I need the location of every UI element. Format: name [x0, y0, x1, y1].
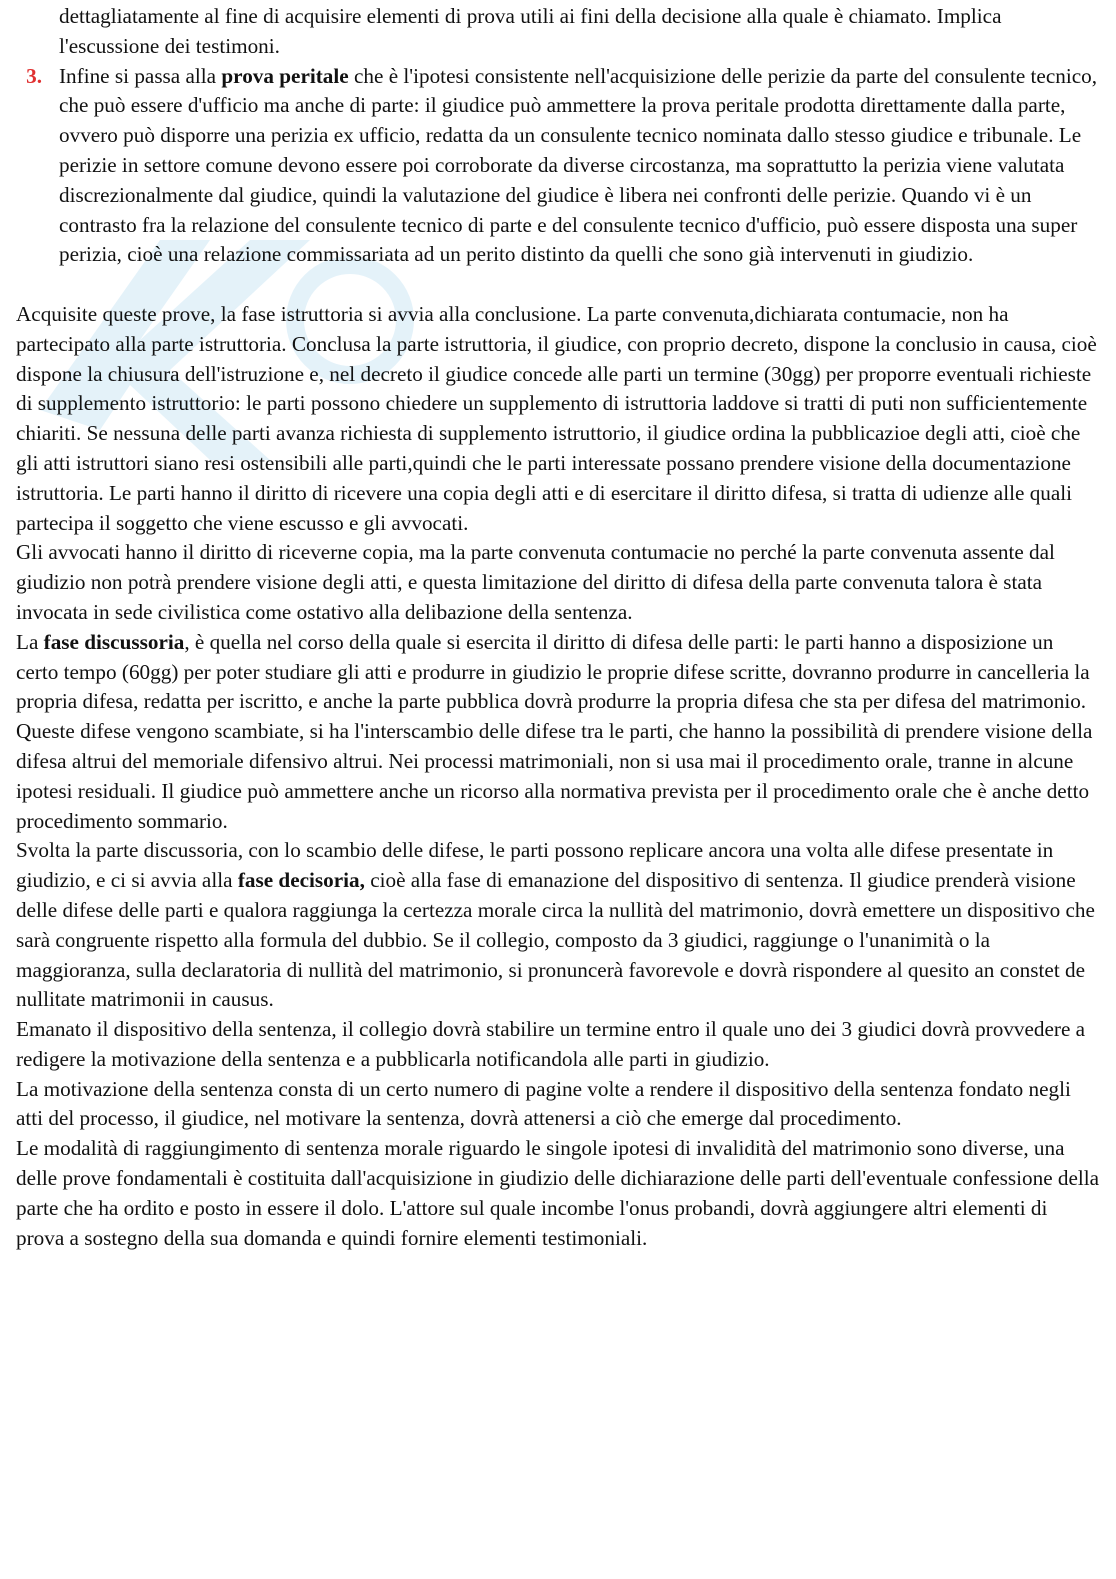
paragraph-motivazione: La motivazione della sentenza consta di un certo numero di pagine volte a rendere il dispositivo della sentenza fondato negli atti del processo, il giudice, nel motivare la sentenza, dovrà attenersi a ciò che emerge dal procedimento.: [16, 1076, 1071, 1131]
list-item-text-post: che è l'ipotesi consistente nell'acquisizione delle perizie da parte del consulente tecnico, che può essere d'ufficio ma anche di parte: il giudice può ammettere la prova peritale prodotta direttamente dalla parte, ovvero può disporre una perizia ex ufficio, redatta da un consulente tecnico nominata dallo stesso giudice e tribunale. Le perizie in settore comune devono essere poi corroborate da diverse circostanza, ma soprattutto la perizia viene valutata discrezionalmente dal giudice, quindi la valutazione del giudice è libera nei confronti delle perizie. Quando vi è un contrasto fra la relazione del consulente tecnico di parte e del consulente tecnico d'ufficio, può essere disposta una super perizia, cioè una relazione commissariata ad un perito distinto da quelli che sono già intervenuti in giudizio.: [59, 63, 1098, 267]
bold-term-fase-decisoria: fase decisoria,: [237, 868, 365, 893]
paragraph-dispositivo: Emanato il dispositivo della sentenza, il collegio dovrà stabilire un termine entro il quale uno dei 3 giudici dovrà provvedere a redigere la motivazione della sentenza e a pubblicarla notificandola alle parti in giudizio.: [16, 1017, 1086, 1071]
paragraph-text-pre: La: [16, 629, 44, 654]
paragraph-fase-decisoria: [16, 836, 1100, 1015]
bold-term-prova-peritale: prova peritale: [221, 63, 349, 88]
paragraph-modalita: Le modalità di raggiungimento di sentenza morale riguardo le singole ipotesi di invalidità del matrimonio sono diverse, una delle prove fondamentali è costituita dall'acquisizione in giudizio delle dichiarazione delle parti dell'eventuale confessione della parte che ha ordito e posto in essere il dolo. L'attore sul quale incombe l'onus probandi, dovrà aggiungere altri elementi di prova a sostegno della sua domanda e quindi fornire elementi testimoniali.: [16, 1136, 1100, 1250]
list-item-continuation: [16, 2, 1100, 62]
paragraph-text-pre: Svolta la parte discussoria, con lo scambio delle difese, le parti possono replicare ancora una volta alle difese presentate in giudizio, e ci si avvia alla: [16, 838, 1054, 893]
paragraph-difese: Queste difese vengono scambiate, si ha l'interscambio delle difese tra le parti, che hanno la possibilità di prendere visione della difesa altrui del memoriale difensivo altrui. Nei processi matrimoniali, non si usa mai il procedimento orale, tranne in alcune ipotesi residuali. Il giudice può ammettere anche un ricorso alla normativa prevista per il procedimento orale che è anche detto procedimento sommario.: [16, 719, 1093, 833]
list-item-3: [16, 62, 1100, 271]
paragraph-text-post: , è quella nel corso della quale si esercita il diritto di difesa delle parti: le parti hanno a disposizione un certo tempo (60gg) per poter studiare gli atti e produrre in giudizio le proprie difese scritte, dovranno produrre in cancelleria la propria difesa, redatta per iscritto, e anche la parte pubblica dovrà produrre la propria difesa che sta per difesa del matrimonio.: [16, 629, 1090, 714]
document-text: [16, 2, 1100, 1253]
bold-term-fase-discussoria: fase discussoria: [43, 629, 185, 654]
list-item-text-pre: Infine si passa alla: [59, 63, 222, 88]
list-number: 3.: [26, 63, 42, 88]
paragraph-istruttoria: Acquisite queste prove, la fase istruttoria si avvia alla conclusione. La parte convenuta,dichiarata contumacie, non ha partecipato alla parte istruttoria. Conclusa la parte istruttoria, il giudice, con proprio decreto, dispone la conclusio in causa, cioè dispone la chiusura dell'istruzione e, nel decreto il giudice concede alle parti un termine (30gg) per proporre eventuali richieste di supplemento istruttorio: le parti possono chiedere un supplemento di istruttoria laddove si tratti di puti non sufficientemente chiariti. Se nessuna delle parti avanza richiesta di supplemento istruttorio, il giudice ordina la pubblicazioe degli atti, cioè che gli atti istruttori siano resi ostensibili alle parti,quindi che le parti interessate possano prendere visione della documentazione istruttoria. Le parti hanno il diritto di ricevere una copia degli atti e di esercitare il diritto difesa, si tratta di udienze alle quali partecipa il soggetto che viene escusso e gli avvocati.: [16, 301, 1097, 535]
paragraph-avvocati: Gli avvocati hanno il diritto di riceverne copia, ma la parte convenuta contumacie no perché la parte convenuta assente dal giudizio non potrà prendere visione degli atti, e questa limitazione del diritto di difesa della parte convenuta talora è stata invocata in sede civilistica come ostativo alla delibazione della sentenza.: [16, 540, 1055, 624]
paragraph-gap: [16, 270, 1100, 300]
paragraph-text-post: cioè alla fase di emanazione del dispositivo di sentenza. Il giudice prenderà visione delle difese delle parti e qualora raggiunga la certezza morale circa la nullità del matrimonio, dovrà emettere un dispositivo che sarà congruente rispetto alla formula del dubbio. Se il collegio, composto da 3 giudici, raggiunge o l'unanimità o la maggioranza, sulla declaratoria di nullità del matrimonio, si pronuncerà favorevole e dovrà rispondere al quesito an constet de nullitate matrimonii in causus.: [16, 868, 1095, 1012]
paragraph-fase-discussoria: [16, 628, 1100, 717]
list-item-text: dettagliatamente al fine di acquisire elementi di prova utili ai fini della decisione alla quale è chiamato. Implica l'escussione dei testimoni.: [59, 4, 1002, 58]
